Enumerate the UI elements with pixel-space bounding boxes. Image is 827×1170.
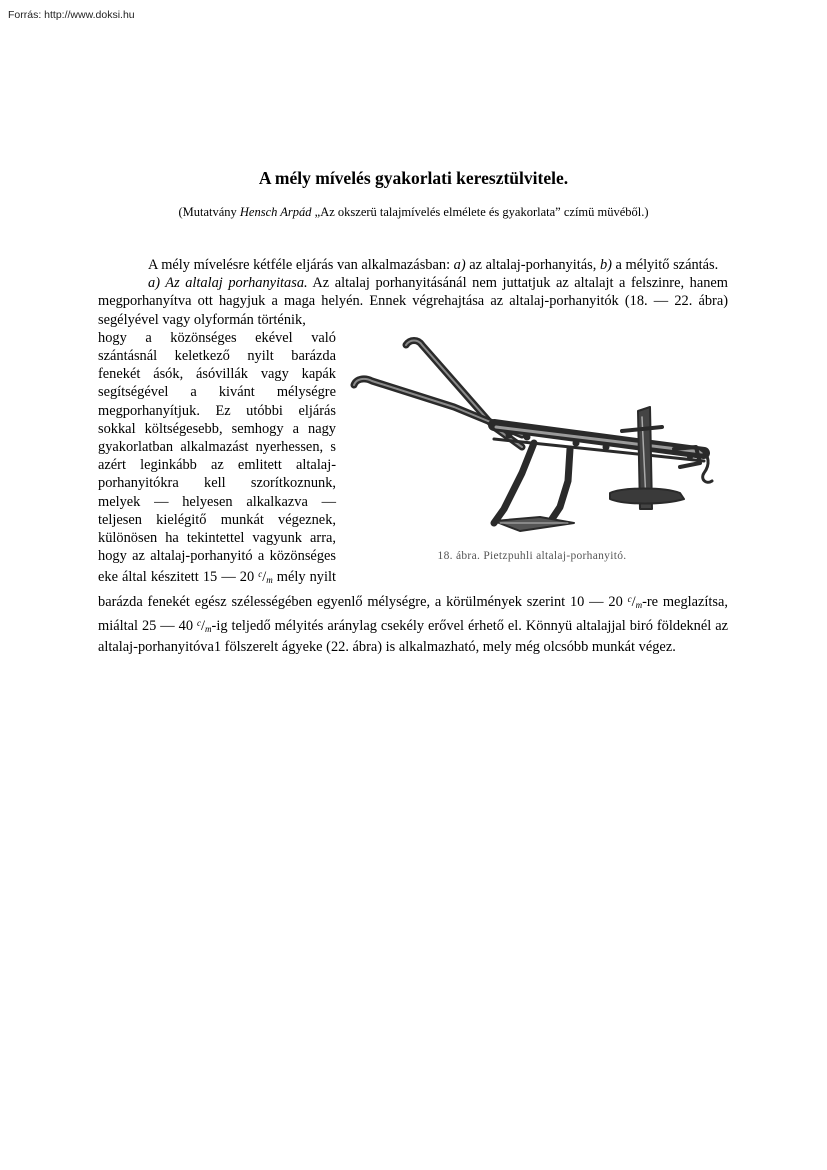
paragraph-2: [98, 274, 728, 329]
subtitle: [0, 205, 827, 220]
unit-slash: /: [631, 593, 636, 610]
paragraph-1: [98, 256, 728, 274]
unit-m: m: [635, 599, 643, 610]
unit-cm: [258, 569, 273, 585]
p2-text-5: -ig teljedő mélyités aránylag csekély erővel érhető el. Könnyü altalajjal biró földeknél az altalaj-porhanyitóva1 fölszerelt ágyeke (22. ábra) is alkalmazható, mely még olcsóbb munkát végez.: [98, 617, 728, 656]
unit-cm: [197, 618, 212, 634]
p1-marker-a: a): [453, 257, 466, 273]
p2-heading: a) Az altalaj porhanyitasa.: [148, 275, 308, 292]
unit-cm: [628, 594, 643, 610]
unit-slash: /: [262, 569, 267, 586]
p1-text-1: A mély mívelésre kétféle eljárás van alkalmazásban:: [148, 257, 454, 273]
p1-text-3: a mélyitő szántás.: [611, 257, 719, 273]
p2-text-1: Az altalaj porhanyitásánál nem juttatjuk az altalajt a felszinre, hanem megporhanyítva ott hagyjuk a maga helyén. Ennek végrehajtása az altalaj-porhanyitók (18. — 22. ábra) segélyével vagy olyformán történik,: [98, 275, 728, 328]
p2-text-4: -re meglazítsa, miáltal 25 — 40: [98, 593, 728, 634]
p2-text-2: alkalmazást nyerhessen, s azért leginkább az emlitett altalaj-porhanyitókra kell szorítkoznunk, melyek — helyesen alkalkazva — teljesen kielégitő munkát végeznek, különösen ha tekintettel vagyunk arra, hogy az altalaj-porhanyitó a közönséges eke által készitett 15 — 20: [98, 439, 336, 586]
figure-18: [344, 331, 728, 587]
unit-m: m: [266, 575, 273, 586]
unit-slash: /: [201, 617, 206, 634]
subtitle-suffix: „Az okszerü talajmívelés elmélete és gyakorlata” czímü müvéből.): [311, 205, 649, 219]
subtitle-author: Hensch Arpád: [239, 205, 312, 219]
unit-m: m: [205, 623, 212, 634]
unit-c: c: [197, 617, 202, 628]
body-text: [98, 256, 728, 656]
source-line: Forrás: http://www.doksi.hu: [8, 9, 135, 21]
subtitle-prefix: (Mutatvány: [178, 205, 240, 219]
p1-text-2: az altalaj-porhanyitás,: [465, 257, 600, 273]
unit-c: c: [258, 569, 263, 580]
figure-caption: 18. ábra. Pietzpuhli altalaj-porhanyitó.: [437, 549, 627, 562]
p2-text-3: mély nyilt barázda fenekét egész szélességében egyenlő mélységre, a körülmények szerint 10 — 20: [98, 569, 628, 610]
p1-marker-b: b): [599, 257, 612, 273]
p2-wrap-text: hogy a közönséges ekével való szántásnál keletkező nyilt barázda fenekét ásók, ásóvillák vagy kapák segítségével a kivánt mélységre megporhanyítjuk. Ez utóbbi eljárás sokkal költségesebb, semhogy a nagy gyakorlatban: [98, 329, 336, 456]
page-title: A mély mívelés gyakorlati keresztülvitele.: [258, 168, 569, 188]
unit-c: c: [627, 593, 632, 604]
